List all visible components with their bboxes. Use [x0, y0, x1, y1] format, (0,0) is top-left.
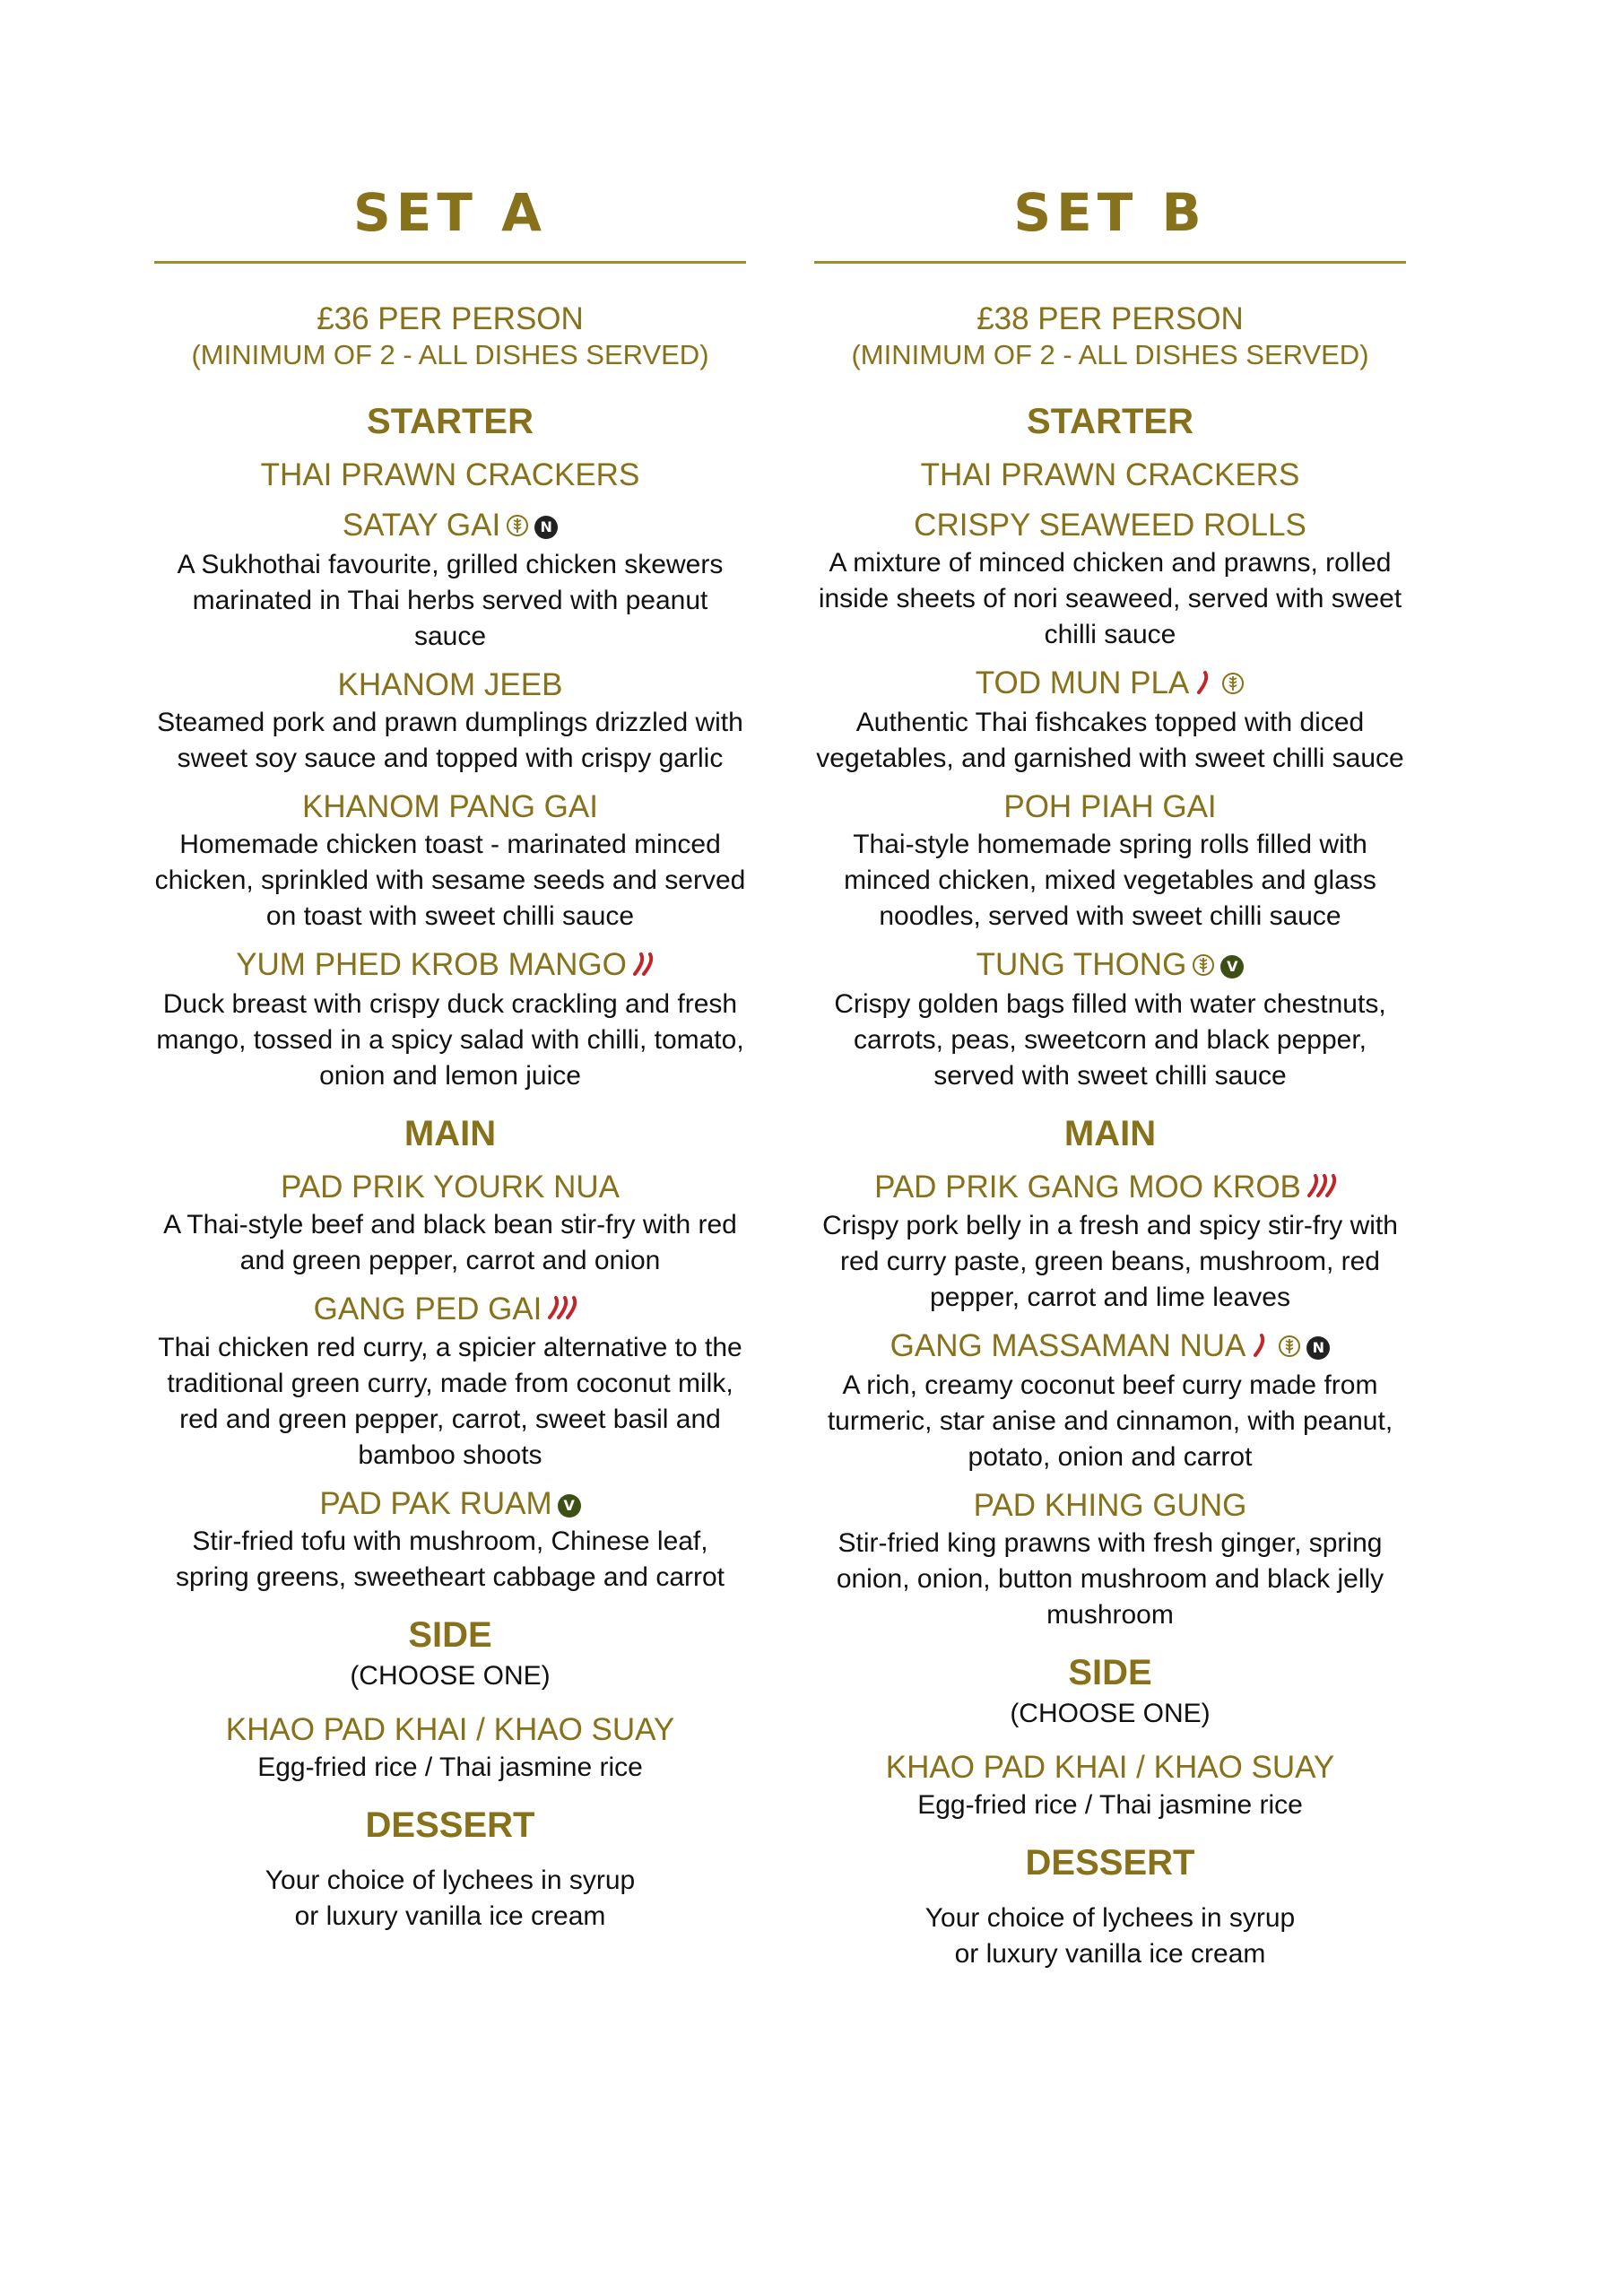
set-a-dessert-heading: DESSERT	[365, 1805, 535, 1846]
chilli-icon	[632, 947, 664, 987]
nut-badge-icon: N	[534, 516, 558, 539]
set-b-dish-name: CRISPY SEAWEED ROLLS	[914, 508, 1306, 543]
set-a-minimum: (MINIMUM OF 2 - ALL DISHES SERVED)	[191, 339, 709, 370]
set-b-side-note: (CHOOSE ONE)	[1010, 1699, 1211, 1728]
set-b-dessert-description: Your choice of lychees in syrup or luxury vanilla ice cream	[924, 1903, 1296, 1969]
set-a-dish-name: KHANOM JEEB	[337, 666, 563, 702]
set-b-starter-heading: STARTER	[1027, 402, 1193, 441]
set-a-dish-description: A Thai-style beef and black bean stir-fry with red and green pepper, carrot and onion	[163, 1209, 737, 1275]
set-a-side-heading: SIDE	[408, 1615, 492, 1656]
set-b-dish-description: Authentic Thai fishcakes topped with diced vegetables, and garnished with sweet chilli sauce	[816, 707, 1404, 773]
set-b-dish-name: TUNG THONG V	[814, 945, 1406, 987]
set-b-dish-description: Crispy pork belly in a fresh and spicy stir-fry with red curry paste, green beans, mushroom, red pepper, carrot and lime leaves	[822, 1211, 1398, 1313]
set-b-minimum: (MINIMUM OF 2 - ALL DISHES SERVED)	[851, 339, 1369, 370]
set-b-dish-name: THAI PRAWN CRACKERS	[920, 457, 1300, 492]
set-b-main-heading: MAIN	[1063, 1113, 1157, 1153]
set-a-dessert-description: Your choice of lychees in syrup or luxury vanilla ice cream	[265, 1866, 636, 1932]
set-a-dish-description: Duck breast with crispy duck crackling and fresh mango, tossed in a spicy salad with chilli, tomato, onion and lemon juice	[156, 988, 744, 1091]
set-a-divider	[154, 261, 746, 264]
set-a-dish-name: THAI PRAWN CRACKERS	[260, 457, 640, 492]
set-b-dish-name: GANG MASSAMAN NUA N	[814, 1326, 1406, 1368]
chilli-icon	[547, 1291, 586, 1330]
set-b-dish-name: PAD KHING GUNG	[973, 1488, 1247, 1523]
set-a-dish-name: PAD PAK RUAM V	[154, 1484, 746, 1524]
set-b-dish-name: TOD MUN PLA	[814, 664, 1406, 705]
set-b-dish-description: A mixture of minced chicken and prawns, rolled inside sheets of nori seaweed, served with sweet chilli sauce	[818, 548, 1402, 649]
set-a-dish-description: Egg-fried rice / Thai jasmine rice	[257, 1752, 643, 1783]
wheat-icon	[1192, 947, 1215, 987]
set-b-divider	[814, 261, 1406, 264]
set-a-dish-name: KHAO PAD KHAI / KHAO SUAY	[225, 1712, 675, 1748]
set-a-title: SET A	[352, 182, 548, 243]
set-b-dish-description: Stir-fried king prawns with fresh ginger, spring onion, onion, button mushroom and black jelly mushroom	[836, 1528, 1384, 1630]
set-a-dish-description: Thai chicken red curry, a spicier alternative to the traditional green curry, made from coconut milk, red and green pepper, carrot, sweet basil and bamboo shoots	[158, 1333, 742, 1471]
chilli-icon	[1194, 665, 1216, 705]
set-a-dish-description: Homemade chicken toast - marinated minced chicken, sprinkled with sesame seeds and served on toast with sweet chilli sauce	[154, 829, 746, 931]
chilli-icon	[1306, 1169, 1346, 1208]
set-a-dish-name: KHANOM PANG GAI	[302, 788, 598, 824]
vegan-badge-icon: V	[1220, 955, 1244, 978]
set-b-dessert-heading: DESSERT	[1025, 1843, 1195, 1883]
vegan-badge-icon: V	[558, 1494, 581, 1518]
set-a-main-heading: MAIN	[404, 1113, 497, 1153]
set-a-dish-description: Steamed pork and prawn dumplings drizzled with sweet soy sauce and topped with crispy garlic	[157, 707, 743, 773]
set-b-dish-description: Crispy golden bags filled with water chestnuts, carrots, peas, sweetcorn and black pepper, served with sweet chilli sauce	[834, 988, 1386, 1091]
set-a-column	[154, 175, 746, 1935]
set-a-dish-description: A Sukhothai favourite, grilled chicken skewers marinated in Thai herbs served with peanut sauce	[177, 549, 724, 651]
set-b-dish-description: A rich, creamy coconut beef curry made from turmeric, star anise and cinnamon, with peanut, potato, onion and carrot	[827, 1370, 1393, 1472]
set-b-side-heading: SIDE	[1068, 1653, 1152, 1692]
set-a-dish-name: PAD PRIK YOURK NUA	[281, 1169, 620, 1205]
set-b-dish-name: KHAO PAD KHAI / KHAO SUAY	[885, 1750, 1335, 1785]
chilli-icon	[1251, 1328, 1272, 1368]
set-a-dish-name: YUM PHED KROB MANGO	[154, 945, 746, 987]
wheat-icon	[1221, 665, 1245, 705]
set-b-price: £38 PER PERSON	[976, 301, 1244, 336]
set-a-price: £36 PER PERSON	[317, 301, 584, 336]
set-b-dish-description: Thai-style homemade spring rolls filled with minced chicken, mixed vegetables and glass noodles, served with sweet chilli sauce	[844, 829, 1376, 931]
nut-badge-icon: N	[1306, 1336, 1330, 1360]
wheat-icon	[1278, 1328, 1301, 1368]
set-b-title: SET B	[1013, 182, 1207, 243]
wheat-icon	[506, 508, 529, 547]
set-a-dish-name: SATAY GAI N	[154, 506, 746, 547]
set-a-starter-heading: STARTER	[367, 402, 534, 441]
set-b-column	[814, 175, 1406, 1972]
set-a-dish-description: Stir-fried tofu with mushroom, Chinese leaf, spring greens, sweetheart cabbage and carrot	[175, 1526, 725, 1593]
set-a-side-note: (CHOOSE ONE)	[350, 1661, 551, 1692]
set-a-dish-name: GANG PED GAI	[154, 1290, 746, 1331]
set-b-dish-name: POH PIAH GAI	[1003, 788, 1217, 824]
set-b-dish-name: PAD PRIK GANG MOO KROB	[814, 1168, 1406, 1209]
set-b-dish-description: Egg-fried rice / Thai jasmine rice	[917, 1790, 1303, 1820]
